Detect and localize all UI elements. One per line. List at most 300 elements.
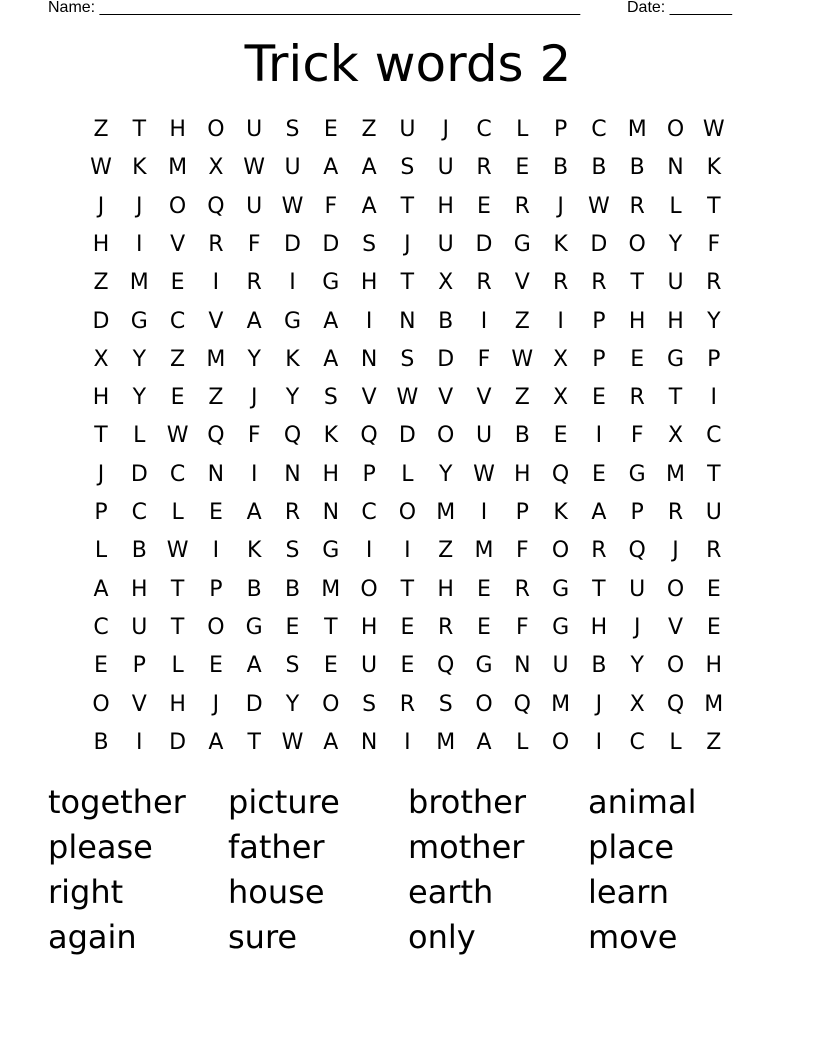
grid-letter: Q	[628, 538, 646, 564]
grid-letter: R	[514, 193, 530, 219]
grid-letter: Z	[361, 117, 377, 142]
grid-letter: E	[591, 385, 606, 411]
grid-letter: U	[667, 270, 684, 296]
grid-letter: S	[362, 231, 377, 257]
grid-letter: Y	[438, 461, 453, 487]
grid-letter: L	[516, 117, 529, 142]
grid-letter: K	[553, 231, 568, 257]
grid-letter: I	[365, 538, 373, 564]
grid-letter: I	[595, 729, 603, 755]
grid-letter: G	[475, 653, 493, 679]
grid-letter: T	[170, 614, 185, 640]
grid-letter: O	[475, 691, 493, 717]
grid-letter: H	[628, 308, 646, 334]
grid-letter: L	[94, 538, 108, 564]
grid-letter: E	[477, 193, 491, 219]
grid-letter: J	[557, 193, 564, 219]
grid-letter: I	[480, 500, 488, 525]
grid-letter: I	[212, 270, 220, 296]
grid-letter: M	[474, 538, 494, 564]
grid-letter: H	[92, 231, 110, 257]
grid-letter: H	[169, 691, 186, 717]
grid-letter: R	[476, 270, 492, 296]
grid-letter: H	[437, 576, 454, 602]
grid-letter: Q	[666, 691, 685, 717]
grid-letter: A	[93, 576, 109, 602]
grid-letter: M	[168, 155, 188, 181]
grid-letter: P	[707, 346, 721, 372]
grid-letter: O	[207, 614, 225, 640]
grid-letter: J	[97, 193, 105, 219]
grid-letter: C	[169, 308, 186, 334]
grid-letter: D	[475, 231, 493, 257]
grid-letter: A	[361, 193, 377, 219]
grid-letter: S	[400, 155, 415, 181]
grid-letter: B	[553, 155, 569, 181]
grid-letter: V	[170, 231, 186, 257]
grid-letter: V	[514, 270, 530, 296]
grid-letter: W	[396, 385, 419, 411]
word-list-item: mother	[408, 828, 525, 866]
grid-letter: W	[511, 346, 534, 372]
grid-letter: A	[591, 500, 607, 525]
grid-letter: C	[591, 117, 607, 142]
grid-letter: G	[513, 231, 531, 257]
word-list-item: house	[228, 873, 325, 911]
grid-letter: Z	[514, 385, 530, 411]
page-title: Trick words 2	[244, 35, 572, 93]
grid-letter: E	[400, 653, 415, 679]
grid-letter: A	[323, 346, 339, 372]
grid-letter: O	[666, 576, 685, 602]
grid-letter: G	[666, 346, 685, 372]
grid-letter: T	[324, 614, 338, 640]
grid-letter: E	[477, 614, 491, 640]
word-list	[48, 780, 768, 960]
grid-letter: Z	[438, 538, 454, 564]
grid-letter: H	[590, 614, 608, 640]
word-list-item: please	[48, 828, 153, 866]
grid-letter: Y	[630, 653, 644, 679]
grid-letter: R	[438, 614, 454, 640]
grid-letter: Y	[285, 691, 300, 717]
grid-letter: U	[705, 500, 722, 525]
grid-letter: P	[592, 346, 606, 372]
grid-letter: F	[515, 538, 529, 564]
word-list-item: brother	[408, 783, 527, 821]
word-list-item: right	[48, 873, 124, 911]
grid-letter: B	[284, 576, 301, 602]
grid-letter: L	[669, 729, 682, 755]
grid-letter: T	[707, 461, 721, 487]
grid-letter: T	[630, 270, 644, 296]
grid-letter: T	[400, 193, 415, 219]
grid-letter: S	[362, 691, 377, 717]
grid-letter: C	[93, 614, 109, 640]
grid-letter: A	[323, 155, 339, 181]
grid-letter: U	[361, 653, 378, 679]
grid-letter: P	[630, 500, 644, 525]
grid-letter: E	[706, 614, 721, 640]
grid-letter: F	[630, 423, 644, 449]
grid-letter: X	[208, 155, 224, 181]
grid-letter: V	[361, 385, 377, 411]
word-list-item: learn	[588, 873, 670, 911]
grid-letter: Q	[207, 423, 225, 449]
grid-letter: Y	[668, 231, 683, 257]
grid-letter: O	[437, 423, 455, 449]
grid-letter: E	[630, 346, 645, 372]
grid-letter: H	[169, 117, 186, 142]
grid-letter: Y	[247, 346, 261, 372]
grid-letter: J	[404, 231, 411, 257]
grid-letter: H	[131, 576, 148, 602]
grid-letter: N	[667, 155, 684, 181]
grid-letter: T	[707, 193, 721, 219]
grid-letter: U	[475, 423, 493, 449]
grid-letter: M	[666, 461, 685, 487]
grid-letter: H	[437, 193, 454, 219]
grid-letter: P	[209, 576, 223, 602]
grid-letter: Z	[93, 117, 109, 142]
grid-letter: N	[207, 461, 225, 487]
grid-letter: A	[361, 155, 377, 181]
grid-letter: Y	[132, 346, 147, 372]
grid-letter: F	[515, 614, 529, 640]
grid-letter: U	[246, 117, 263, 142]
grid-letter: A	[323, 729, 339, 755]
grid-letter: B	[591, 155, 607, 181]
grid-letter: I	[710, 385, 718, 411]
grid-letter: H	[514, 461, 531, 487]
grid-letter: C	[706, 423, 722, 449]
grid-letter: D	[398, 423, 416, 449]
grid-letter: W	[473, 461, 495, 487]
grid-letter: D	[245, 691, 263, 717]
grid-letter: U	[552, 653, 569, 679]
grid-letter: B	[131, 538, 147, 564]
grid-letter: J	[633, 614, 641, 640]
grid-letter: K	[553, 500, 568, 525]
grid-letter: O	[92, 691, 110, 717]
grid-letter: M	[206, 346, 226, 372]
grid-letter: R	[667, 500, 684, 525]
grid-letter: G	[552, 614, 570, 640]
grid-letter: I	[404, 729, 411, 755]
grid-letter: P	[553, 117, 568, 142]
grid-letter: V	[208, 308, 224, 334]
name-field-line: Name: ______________________________________________________	[48, 0, 581, 16]
grid-letter: I	[212, 538, 220, 564]
grid-letter: W	[90, 155, 112, 181]
grid-letter: A	[246, 500, 262, 525]
grid-letter: O	[168, 193, 187, 219]
grid-letter: L	[171, 653, 184, 679]
grid-letter: N	[322, 500, 340, 525]
grid-letter: J	[136, 193, 143, 219]
grid-letter: E	[208, 653, 223, 679]
grid-letter: T	[132, 117, 147, 142]
grid-letter: O	[360, 576, 378, 602]
grid-letter: J	[595, 691, 603, 717]
grid-letter: U	[629, 576, 646, 602]
grid-letter: Q	[437, 653, 455, 679]
word-list-item: father	[228, 828, 325, 866]
grid-letter: L	[171, 500, 184, 525]
grid-letter: R	[591, 538, 607, 564]
grid-letter: W	[281, 193, 304, 219]
grid-letter: P	[515, 500, 529, 525]
date-field-line: Date: _______	[627, 0, 732, 16]
grid-letter: U	[437, 155, 454, 181]
grid-letter: E	[285, 614, 300, 640]
grid-letter: G	[245, 614, 263, 640]
grid-letter: N	[284, 461, 301, 487]
grid-letter: B	[438, 308, 454, 334]
grid-letter: N	[360, 729, 378, 755]
grid-letter: R	[629, 385, 645, 411]
grid-letter: R	[552, 270, 569, 296]
grid-letter: A	[476, 729, 492, 755]
grid-letter: H	[92, 385, 110, 411]
grid-letter: Q	[360, 423, 378, 449]
grid-letter: M	[436, 729, 456, 755]
grid-letter: G	[322, 538, 340, 564]
grid-letter: E	[706, 576, 721, 602]
grid-letter: T	[94, 423, 108, 449]
word-list-item: picture	[228, 783, 340, 821]
grid-letter: O	[322, 691, 340, 717]
grid-letter: Q	[207, 193, 225, 219]
grid-letter: O	[398, 500, 417, 525]
grid-letter: K	[132, 155, 147, 181]
grid-letter: I	[250, 461, 258, 487]
grid-letter: T	[247, 729, 261, 755]
grid-letter: P	[132, 653, 146, 679]
grid-letter: G	[322, 270, 340, 296]
grid-letter: E	[400, 614, 415, 640]
grid-letter: Y	[707, 308, 721, 334]
word-list-item: animal	[588, 783, 697, 821]
grid-letter: M	[321, 576, 341, 602]
grid-letter: C	[131, 500, 147, 525]
grid-letter: Q	[283, 423, 302, 449]
grid-letter: U	[399, 117, 416, 142]
grid-letter: R	[706, 538, 722, 564]
grid-letter: V	[476, 385, 492, 411]
grid-letter: U	[284, 155, 301, 181]
grid-letter: B	[93, 729, 109, 755]
grid-letter: E	[94, 653, 108, 679]
grid-letter: R	[284, 500, 301, 525]
grid-letter: P	[592, 308, 606, 334]
grid-letter: S	[285, 653, 300, 679]
grid-letter: N	[399, 308, 416, 334]
grid-letter: M	[627, 117, 647, 142]
grid-letter: H	[360, 614, 378, 640]
grid-letter: S	[438, 691, 453, 717]
grid-letter: J	[672, 538, 679, 564]
word-list-item: again	[48, 918, 137, 956]
grid-letter: D	[437, 346, 455, 372]
grid-letter: T	[592, 576, 606, 602]
grid-letter: E	[553, 423, 568, 449]
grid-letter: J	[212, 691, 220, 717]
grid-letter: M	[129, 270, 149, 296]
grid-letter: D	[322, 231, 340, 257]
grid-letter: I	[289, 270, 296, 296]
grid-letter: T	[170, 576, 185, 602]
grid-letter: Y	[285, 385, 300, 411]
grid-letter: Q	[551, 461, 570, 487]
grid-letter: Y	[132, 385, 147, 411]
grid-letter: L	[669, 193, 682, 219]
grid-letter: A	[246, 308, 262, 334]
word-list-item: move	[588, 918, 678, 956]
grid-letter: W	[588, 193, 610, 219]
grid-letter: H	[667, 308, 684, 334]
grid-letter: R	[706, 270, 722, 296]
grid-letter: X	[629, 691, 645, 717]
grid-letter: S	[400, 346, 415, 372]
grid-letter: E	[170, 270, 185, 296]
grid-letter: P	[362, 461, 376, 487]
grid-letter: K	[246, 538, 262, 564]
grid-letter: W	[166, 538, 189, 564]
grid-letter: E	[477, 576, 491, 602]
grid-letter: O	[666, 117, 685, 142]
grid-letter: H	[705, 653, 723, 679]
grid-letter: W	[243, 155, 266, 181]
grid-letter: T	[668, 385, 683, 411]
grid-letter: C	[629, 729, 645, 755]
grid-letter: I	[480, 308, 488, 334]
grid-letter: O	[207, 117, 225, 142]
grid-letter: X	[438, 270, 454, 296]
grid-letter: N	[360, 346, 378, 372]
grid-letter: E	[323, 653, 338, 679]
grid-letter: J	[97, 461, 105, 487]
grid-letter: I	[136, 231, 143, 257]
grid-letter: C	[169, 461, 186, 487]
grid-letter: B	[591, 653, 607, 679]
grid-letter: R	[246, 270, 262, 296]
grid-letter: K	[323, 423, 339, 449]
grid-letter: M	[704, 691, 724, 717]
grid-letter: R	[399, 691, 416, 717]
grid-letter: H	[360, 270, 378, 296]
grid-letter: X	[667, 423, 684, 449]
grid-letter: C	[476, 117, 492, 142]
grid-letter: F	[247, 423, 261, 449]
grid-letter: V	[667, 614, 684, 640]
grid-letter: T	[400, 576, 415, 602]
grid-letter: L	[133, 423, 146, 449]
grid-letter: O	[551, 729, 570, 755]
grid-letter: A	[246, 653, 262, 679]
grid-letter: D	[284, 231, 301, 257]
grid-letter: L	[516, 729, 529, 755]
grid-letter: O	[628, 231, 646, 257]
grid-letter: B	[629, 155, 645, 181]
grid-letter: U	[131, 614, 148, 640]
grid-letter: I	[557, 308, 564, 334]
grid-letter: Z	[706, 729, 722, 755]
grid-letter: O	[666, 653, 685, 679]
grid-letter: B	[514, 423, 530, 449]
word-list-item: only	[408, 918, 476, 956]
grid-letter: X	[553, 385, 569, 411]
grid-letter: X	[553, 346, 569, 372]
grid-letter: J	[250, 385, 258, 411]
grid-letter: R	[591, 270, 607, 296]
grid-letter: M	[436, 500, 456, 525]
grid-letter: F	[477, 346, 491, 372]
word-list-item: together	[48, 783, 186, 821]
grid-letter: F	[247, 231, 261, 257]
word-list-item: earth	[408, 873, 494, 911]
grid-letter: G	[628, 461, 646, 487]
grid-letter: F	[324, 193, 338, 219]
grid-letter: H	[322, 461, 340, 487]
grid-letter: Z	[93, 270, 109, 296]
word-list-item: place	[588, 828, 675, 866]
grid-letter: W	[166, 423, 189, 449]
grid-letter: Z	[170, 346, 186, 372]
grid-letter: J	[442, 117, 449, 142]
grid-letter: L	[401, 461, 414, 487]
grid-letter: C	[361, 500, 377, 525]
grid-letter: S	[285, 117, 300, 142]
grid-letter: A	[208, 729, 224, 755]
grid-letter: E	[170, 385, 185, 411]
grid-letter: N	[514, 653, 531, 679]
grid-letter: E	[591, 461, 606, 487]
grid-letter: O	[551, 538, 570, 564]
grid-letter: G	[130, 308, 148, 334]
grid-letter: R	[629, 193, 645, 219]
grid-letter: M	[551, 691, 571, 717]
grid-letter: R	[476, 155, 492, 181]
grid-letter: R	[514, 576, 530, 602]
grid-letter: S	[323, 385, 338, 411]
grid-letter: X	[93, 346, 109, 372]
grid-letter: E	[515, 155, 530, 181]
word-list-item: sure	[228, 918, 298, 956]
grid-letter: S	[285, 538, 300, 564]
grid-letter: Z	[208, 385, 224, 411]
grid-letter: T	[400, 270, 415, 296]
grid-letter: U	[246, 193, 263, 219]
grid-letter: D	[590, 231, 608, 257]
grid-letter: G	[552, 576, 570, 602]
grid-letter: D	[130, 461, 148, 487]
grid-letter: W	[281, 729, 304, 755]
grid-letter: I	[595, 423, 603, 449]
grid-letter: F	[707, 231, 721, 257]
grid-letter: V	[438, 385, 454, 411]
grid-letter: D	[169, 729, 187, 755]
grid-letter: I	[136, 729, 143, 755]
grid-letter: W	[702, 117, 725, 142]
grid-letter: P	[94, 500, 108, 525]
grid-letter: A	[323, 308, 339, 334]
grid-letter: G	[283, 308, 302, 334]
grid-letter: E	[323, 117, 338, 142]
grid-letter: B	[246, 576, 262, 602]
grid-letter: D	[92, 308, 110, 334]
grid-letter: Z	[514, 308, 530, 334]
